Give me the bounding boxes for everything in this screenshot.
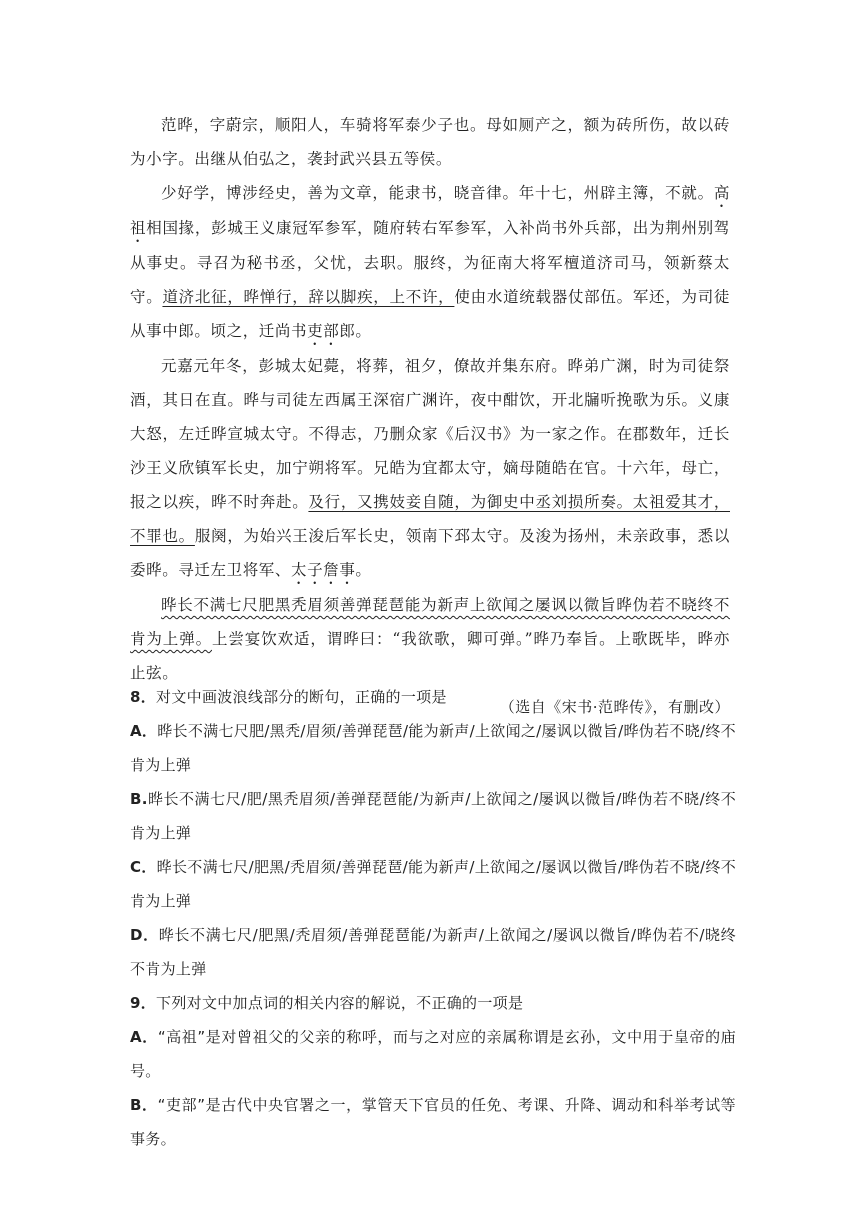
paragraph-text: 范晔，字蔚宗，顺阳人，车骑将军泰少子也。母如厕产之，额为砖所伤，故以砖为小字。出继从伯弘之，袭封武兴县五等侯。 xyxy=(130,116,730,168)
passage-paragraph-1 xyxy=(130,108,730,176)
paragraph-text: 少好学，博涉经史，善为文章，能隶书，晓音律。年十七，州辟主簿，不就。 xyxy=(161,184,714,202)
passage-paragraph-4 xyxy=(130,588,730,690)
question-number: 8． xyxy=(130,688,157,706)
option-label: A． xyxy=(130,1028,158,1046)
underlined-sentence: 道济北征，晔惮行，辞以脚疾，上不许， xyxy=(162,288,455,306)
question-8-option-b[interactable] xyxy=(130,782,736,850)
option-text: 晔长不满七尺/肥黑/秃眉须/善弹琵琶能/为新声/上欲闻之/屡讽以微旨/晔伪若不/晓终不肯为上弹 xyxy=(130,926,736,978)
question-text: 下列对文中加点词的相关内容的解说，不正确的一项是 xyxy=(156,994,524,1012)
question-8-option-c[interactable] xyxy=(130,850,736,918)
option-text: “吏部”是古代中央官署之一，掌管天下官员的任免、考课、升降、调动和科举考试等事务。 xyxy=(130,1096,736,1148)
option-text: 晔长不满七尺/肥/黑秃眉须/善弹琵琶能/为新声/上欲闻之/屡讽以微旨/晔伪若不晓/终不肯为上弹 xyxy=(130,790,736,842)
dotted-word-zhanshi: 太子詹事 xyxy=(291,561,356,579)
question-number: 9． xyxy=(130,994,157,1012)
question-9-option-a[interactable] xyxy=(130,1020,736,1088)
source-citation: （选自《宋书·范晔传》，有删改） xyxy=(499,698,730,716)
paragraph-text: 服阕，为始兴王浚后军长史，领南下邳太守。及浚为扬州，未亲政事，悉以委晔。寻迁左卫将军、 xyxy=(130,527,730,579)
question-9-stem xyxy=(130,986,736,1020)
option-label: B. xyxy=(130,790,148,808)
question-8-option-a[interactable] xyxy=(130,714,736,782)
dotted-word-gaozu: 高祖 xyxy=(130,184,730,237)
option-text: “高祖”是对曾祖父的父亲的称呼，而与之对应的亲属称谓是玄孙，文中用于皇帝的庙号。 xyxy=(130,1028,736,1080)
paragraph-text: 郎。 xyxy=(339,322,372,340)
paragraph-text: 使由水道统载器仗部伍。军还，为司徒从事中郎。顷之，迁尚书 xyxy=(130,288,731,340)
option-label: B． xyxy=(130,1096,158,1114)
option-label: A． xyxy=(130,722,158,740)
paragraph-text: 相国掾，彭城王义康冠军参军，随府转右军参军，入补尚书外兵部，出为荆州别驾从事史。寻召为秘书丞，父忧，去职。服终，为征南大将军檀道济司马，领新蔡太守。 xyxy=(130,219,730,306)
passage-paragraph-3 xyxy=(130,349,730,588)
option-text: 晔长不满七尺/肥黑/秃眉须/善弹琵琶/能为新声/上欲闻之/屡讽以微旨/晔伪若不晓/终不肯为上弹 xyxy=(130,858,736,910)
paragraph-text: 元嘉元年冬，彭城太妃薨，将葬，祖夕，僚故并集东府。晔弟广渊，时为司徒祭酒，其日在直。晔与司徒左西属王深宿广渊许，夜中酣饮，开北牖听挽歌为乐。义康大怒，左迁晔宣城太守。不得志，乃删众家《后汉书》为一家之作。在郡数年，迁长沙王义欣镇军长史，加宁朔将军。兄皓为宜都太守，嫡母随皓在官。十六年，母亡，报之以疾，晔不时奔赴。 xyxy=(130,357,730,511)
wavy-underlined-sentence: 晔长不满七尺肥黑秃眉须善弹琵琶能为新声上欲闻之屡讽以微旨晔伪若不晓终不肯为上弹。 xyxy=(130,596,730,648)
paragraph-text: 。 xyxy=(355,561,372,579)
question-8-option-d[interactable] xyxy=(130,918,736,986)
questions-section xyxy=(130,680,736,1156)
question-text: 对文中画波浪线部分的断句，正确的一项是 xyxy=(156,688,447,706)
dotted-word-libu: 吏部 xyxy=(307,322,340,340)
option-text: 晔长不满七尺肥/黑秃/眉须/善弹琵琶/能为新声/上欲闻之/屡讽以微旨/晔伪若不晓/终不肯为上弹 xyxy=(130,722,736,774)
reading-passage xyxy=(130,108,730,724)
question-8-stem xyxy=(130,680,736,714)
option-label: C． xyxy=(130,858,157,876)
question-9-option-b[interactable] xyxy=(130,1088,736,1156)
underlined-sentence: 及行，又携妓妾自随，为御史中丞刘损所奏。太祖爱其才，不罪也。 xyxy=(130,493,730,545)
option-label: D． xyxy=(130,926,159,944)
paragraph-text: 上尝宴饮欢适，谓晔曰：“我欲歌，卿可弹。”晔乃奉旨。上歌既毕，晔亦止弦。 xyxy=(130,630,730,682)
passage-paragraph-2 xyxy=(130,176,730,349)
